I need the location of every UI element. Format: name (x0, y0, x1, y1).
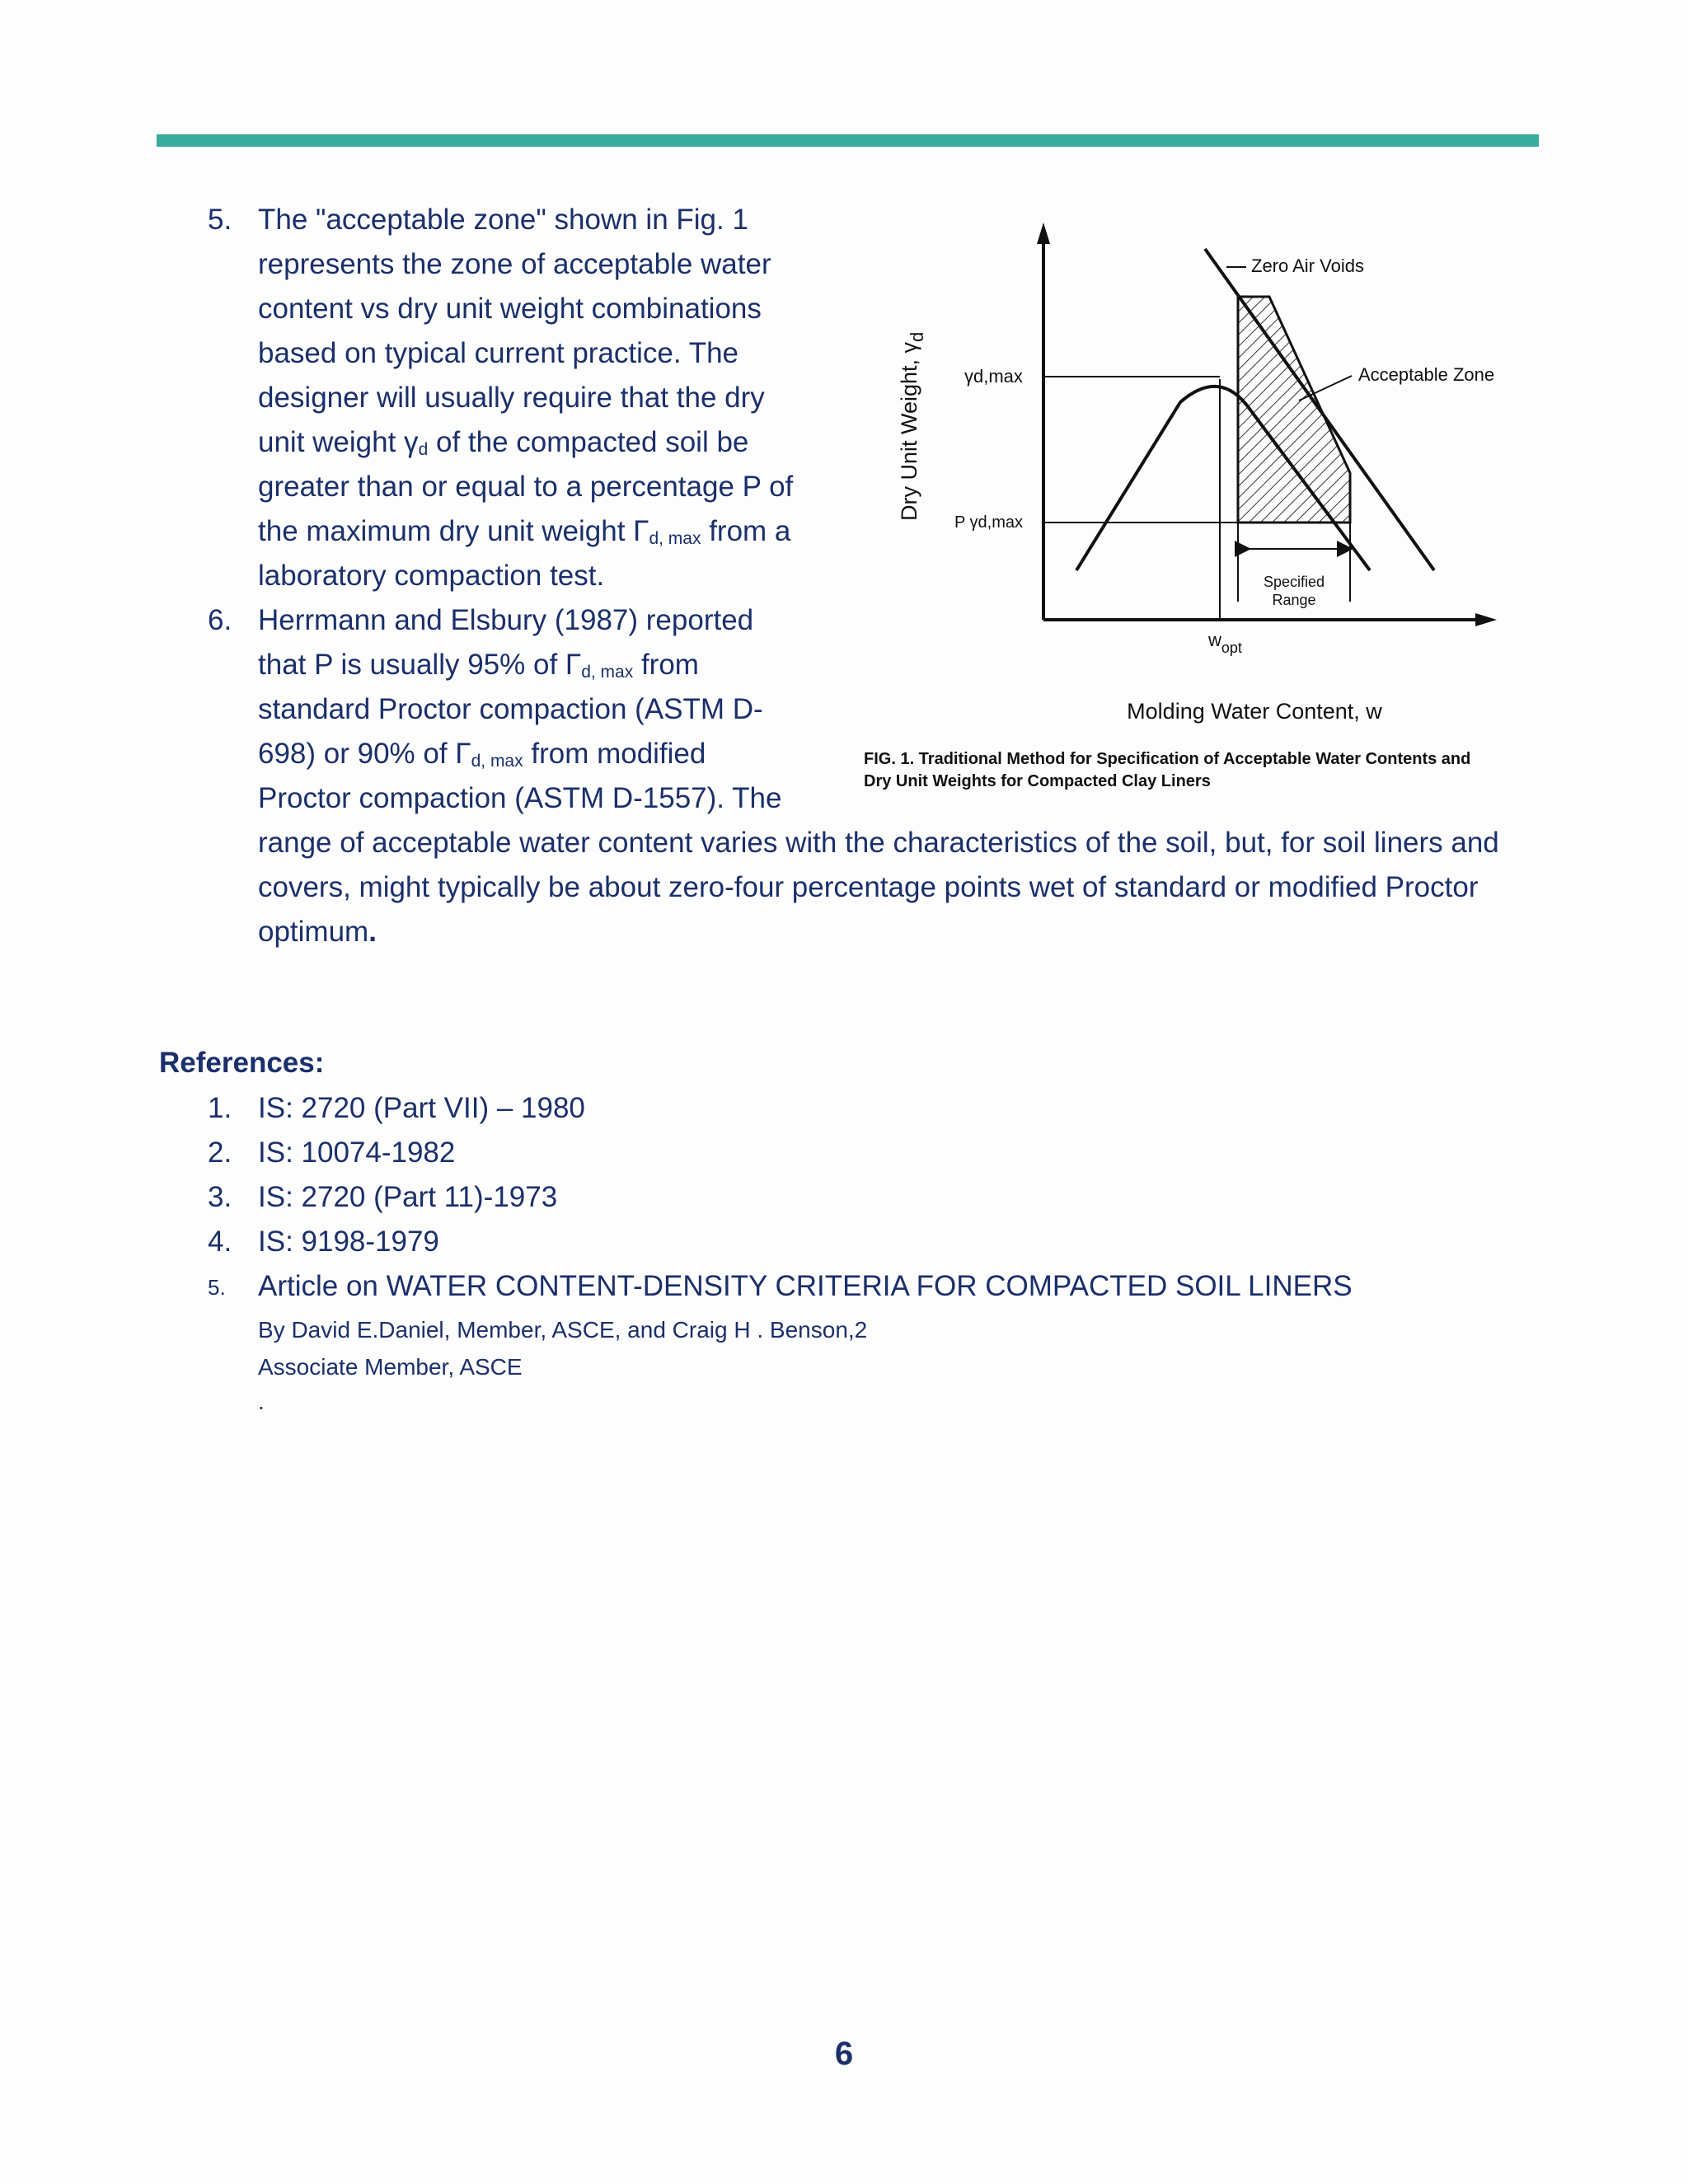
text-line: designer will usually require that the dry (258, 382, 765, 414)
acceptable-zone-label: Acceptable Zone (1358, 364, 1495, 385)
caption-line: FIG. 1. Traditional Method for Specification of Acceptable Water Contents and (864, 750, 1471, 768)
figure-caption (864, 748, 1548, 793)
reference-author: By David E.Daniel, Member, ASCE, and Craig H . Benson,2 (258, 1317, 868, 1343)
header-rule (157, 134, 1539, 147)
acceptable-zone-hatch (1238, 297, 1350, 523)
x-axis-label: Molding Water Content, w (1127, 699, 1382, 724)
text-line: range of acceptable water content varies with the characteristics of the soil, but, for soil liners and (258, 827, 1499, 859)
page-number: 6 (834, 2036, 854, 2072)
w-opt-label: $w_{opt}$ (1208, 630, 1242, 656)
text-line: standard Proctor compaction (ASTM D- (258, 693, 763, 725)
y-axis-label: Dry Unit Weight, $\gamma_d$ (897, 331, 927, 521)
text-line: The "acceptable zone" shown in Fig. 1 (258, 204, 748, 236)
caption-line: Dry Unit Weights for Compacted Clay Liners (864, 772, 1211, 790)
specified-label: Specified (1263, 574, 1325, 590)
text-line: covers, might typically be about zero-four percentage points wet of standard or modified Proctor (258, 871, 1479, 903)
text-line: 698) or 90% of $\Gamma_{d, max}$ from modified (258, 738, 706, 771)
reference-dot: . (258, 1389, 265, 1414)
range-label: Range (1272, 592, 1316, 608)
y-axis-arrow-icon (1037, 223, 1050, 244)
text-line: Herrmann and Elsbury (1987) reported (258, 604, 754, 636)
text-line: optimum. (258, 916, 377, 948)
text-line: unit weight $\gamma_d$ of the compacted soil be (258, 426, 749, 459)
p-gamma-max-label: P γd,max (954, 513, 1023, 532)
text-line: greater than or equal to a percentage P of (258, 471, 794, 503)
reference-author-affiliation: Associate Member, ASCE (258, 1354, 523, 1380)
text-line: based on typical current practice. The (258, 337, 739, 369)
text-line: content vs dry unit weight combinations (258, 293, 762, 325)
zero-air-voids-label: Zero Air Voids (1251, 255, 1364, 276)
x-axis-arrow-icon (1475, 613, 1497, 626)
text-line: laboratory compaction test. (258, 560, 605, 592)
text-line: represents the zone of acceptable water (258, 248, 771, 280)
list-number: 6. (208, 604, 232, 636)
references-heading: References: (159, 1047, 325, 1079)
compaction-figure (857, 214, 1550, 808)
gamma-max-label: γd,max (964, 366, 1023, 387)
text-line: that P is usually 95% of $\Gamma_{d, max}$ from (258, 649, 699, 682)
text-line: Proctor compaction (ASTM D-1557). The (258, 782, 782, 814)
text-line: the maximum dry unit weight $\Gamma_{d, max}$ from a (258, 515, 791, 548)
list-number: 5. (208, 204, 232, 236)
